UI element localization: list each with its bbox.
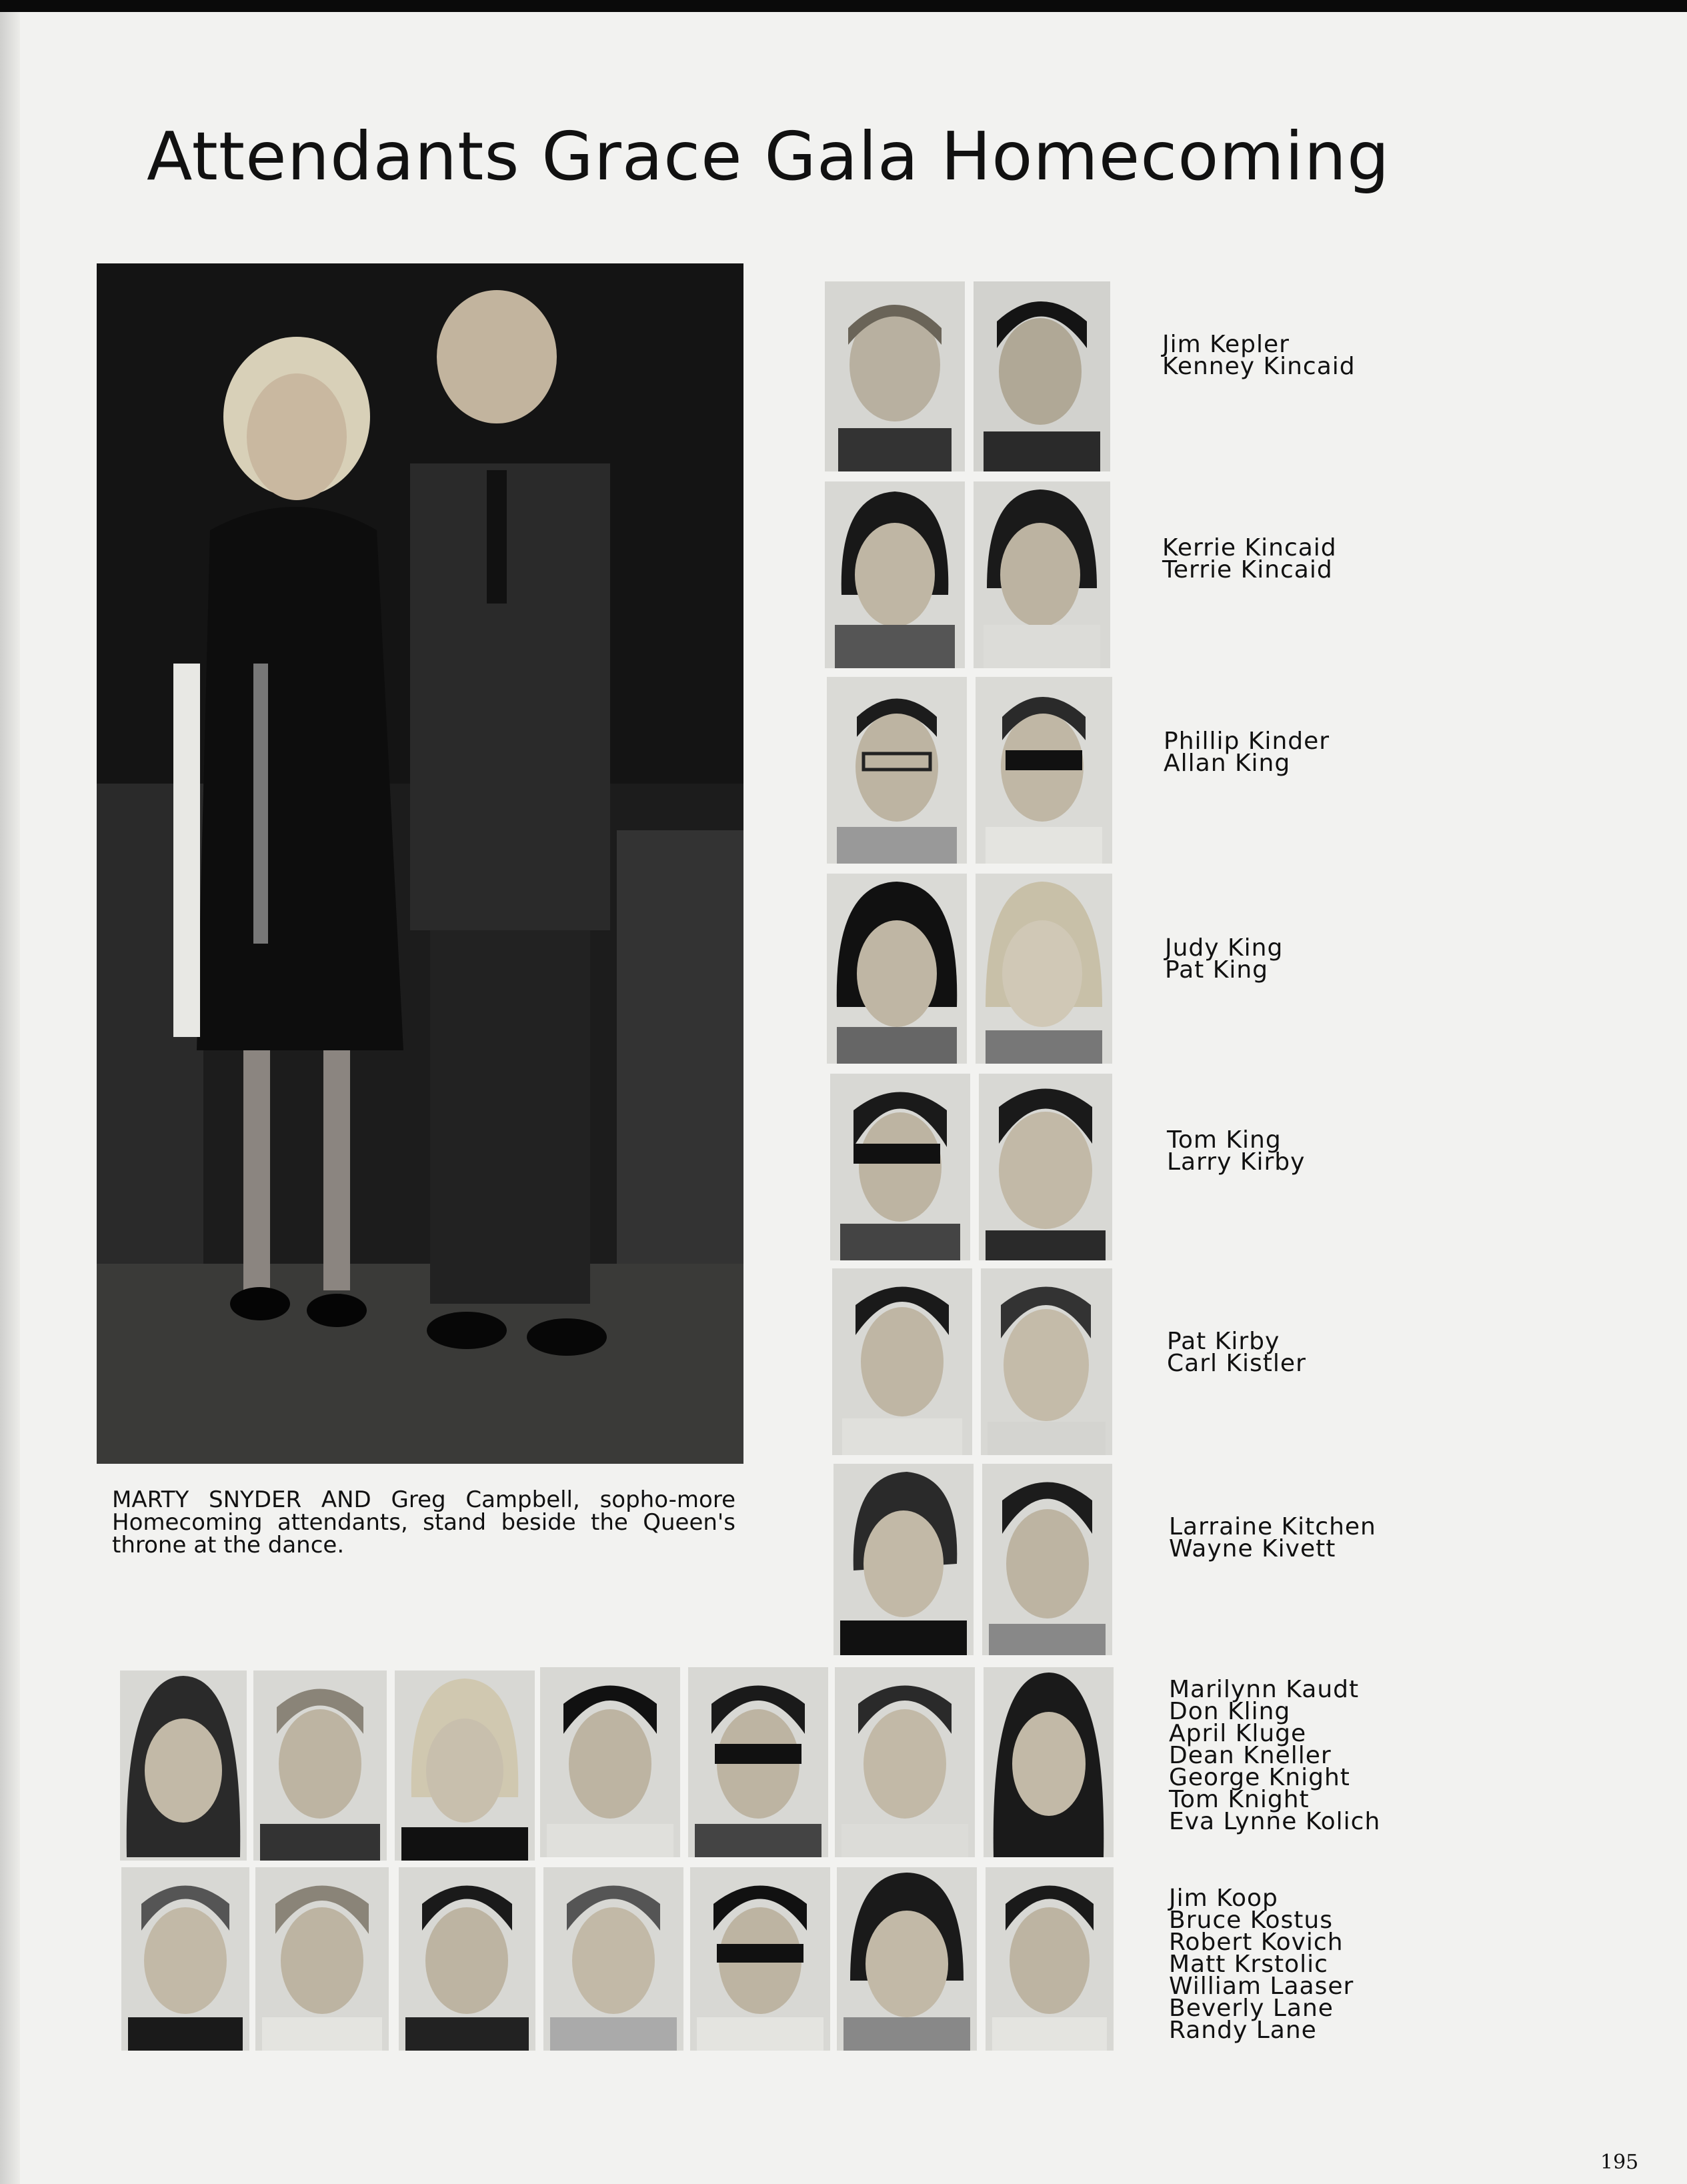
student-name: Bruce Kostus (1169, 1907, 1333, 1934)
portrait-photo (827, 874, 967, 1064)
student-name: Allan King (1164, 750, 1291, 777)
student-name: Larraine Kitchen (1169, 1513, 1376, 1540)
name-list (1169, 1885, 1354, 2044)
portrait-photo (395, 1671, 535, 1861)
student-name: Matt Krstolic (1169, 1951, 1328, 1978)
student-name: Terrie Kincaid (1162, 556, 1333, 584)
portrait-photo (986, 1867, 1114, 2051)
student-name: Dean Kneller (1169, 1742, 1332, 1769)
student-name: Kenney Kincaid (1162, 353, 1356, 380)
portrait-photo (837, 1867, 977, 2051)
portrait-photo (540, 1667, 680, 1857)
student-name: Larry Kirby (1167, 1148, 1306, 1176)
portrait-photo (981, 1268, 1112, 1455)
student-name: April Kluge (1169, 1720, 1307, 1747)
portrait-photo (832, 1268, 972, 1455)
portrait-photo (825, 281, 965, 471)
attendants-photo (97, 263, 743, 1464)
student-name: Jim Koop (1169, 1885, 1278, 1912)
portrait-photo (974, 281, 1110, 471)
portrait-photo (982, 1464, 1112, 1655)
page-title: Attendants Grace Gala Homecoming (147, 117, 1390, 195)
portrait-photo (827, 677, 967, 864)
portrait-photo (253, 1671, 387, 1861)
name-list (1169, 1676, 1381, 1835)
portrait-photo (399, 1867, 535, 2051)
student-name: Pat King (1165, 956, 1268, 984)
student-name: Carl Kistler (1167, 1350, 1306, 1377)
portrait-photo (690, 1867, 830, 2051)
name-list (1167, 1328, 1306, 1377)
student-name: Phillip Kinder (1164, 728, 1330, 755)
student-name: Eva Lynne Kolich (1169, 1808, 1381, 1835)
name-list (1162, 534, 1337, 584)
student-name: Jim Kepler (1162, 331, 1290, 358)
portrait-photo (976, 677, 1112, 864)
portrait-photo (120, 1671, 247, 1861)
name-list (1162, 331, 1356, 380)
portrait-photo (255, 1867, 389, 2051)
student-name: George Knight (1169, 1764, 1350, 1791)
student-name: Robert Kovich (1169, 1929, 1344, 1956)
portrait-photo (974, 481, 1110, 668)
student-name: William Laaser (1169, 1973, 1354, 2000)
student-name: Randy Lane (1169, 2017, 1317, 2044)
portrait-photo (835, 1667, 975, 1857)
portrait-photo (121, 1867, 249, 2051)
name-list (1167, 1126, 1306, 1176)
name-list (1164, 728, 1330, 777)
page-number: 195 (1600, 2151, 1639, 2174)
student-name: Marilynn Kaudt (1169, 1676, 1360, 1703)
page-top-edge (0, 0, 1687, 12)
student-name: Kerrie Kincaid (1162, 534, 1337, 562)
portrait-photo (825, 481, 965, 668)
student-name: Judy King (1165, 934, 1284, 962)
student-name: Don Kling (1169, 1698, 1291, 1725)
portrait-photo (979, 1074, 1112, 1260)
photo-caption: MARTY SNYDER AND Greg Campbell, sopho-more Homecoming attendants, stand beside the Queen's throne at the dance. (112, 1486, 735, 1558)
portrait-photo (830, 1074, 970, 1260)
portrait-photo (984, 1667, 1114, 1857)
portrait-photo (833, 1464, 974, 1655)
name-list (1169, 1513, 1376, 1562)
page-binding-edge (0, 12, 20, 2184)
student-name: Beverly Lane (1169, 1995, 1334, 2022)
student-name: Tom King (1167, 1126, 1282, 1154)
portrait-photo (688, 1667, 828, 1857)
student-name: Tom Knight (1169, 1786, 1310, 1813)
name-list (1165, 934, 1284, 984)
portrait-photo (543, 1867, 683, 2051)
student-name: Pat Kirby (1167, 1328, 1280, 1355)
student-name: Wayne Kivett (1169, 1535, 1336, 1562)
portrait-photo (976, 874, 1112, 1064)
